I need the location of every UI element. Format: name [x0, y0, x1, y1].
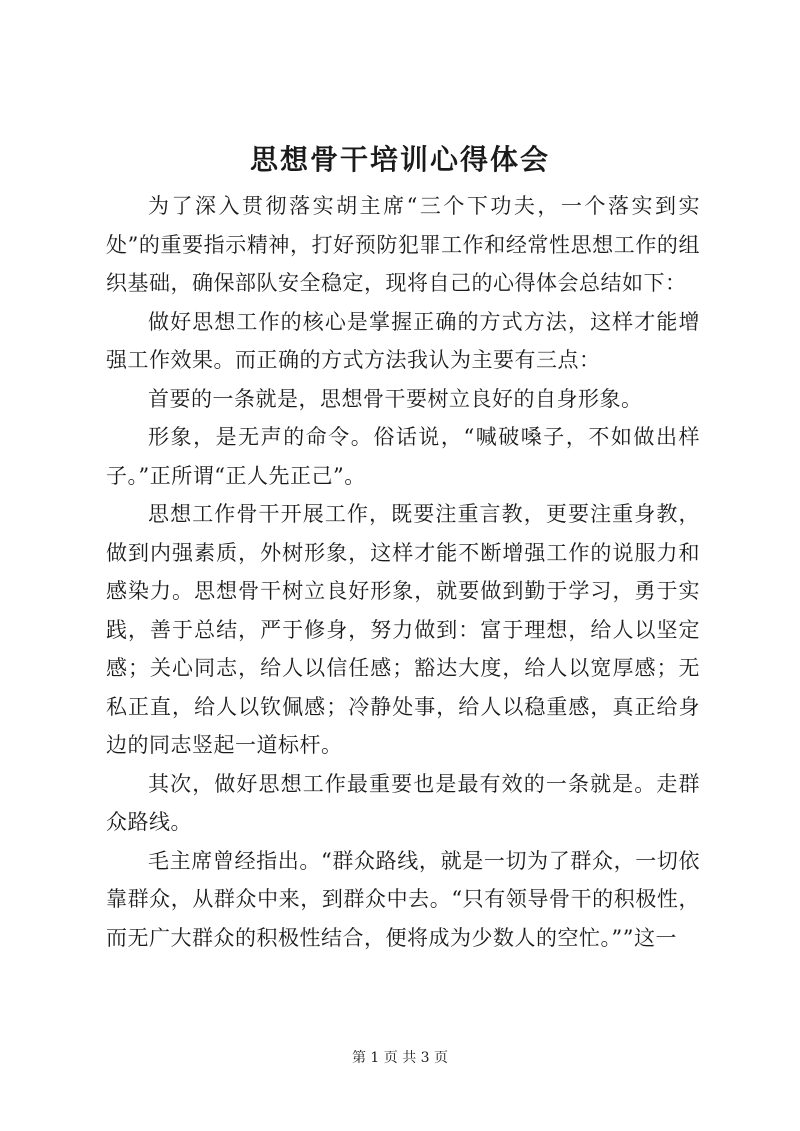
- page-footer: [0, 1048, 800, 1068]
- paragraph-3: 首要的一条就是，思想骨干要树立良好的自身形象。: [148, 386, 643, 411]
- paragraph-7: 毛主席曾经指出。“群众路线，就是一切为了群众，一切依靠群众，从群众中来，到群众中去。“只有领导骨干的积极性，而无广大群众的积极性结合，便将成为少数人的空忙。””这一: [106, 848, 700, 950]
- page-indicator: 第 1 页 共 3 页: [351, 1050, 449, 1066]
- document-title: 思想骨干培训心得体会: [249, 143, 550, 176]
- paragraph-5: 思想工作骨干开展工作，既要注重言教，更要注重身教，做到内强素质，外树形象，这样才能不断增强工作的说服力和感染力。思想骨干树立良好形象，就要做到勤于学习，勇于实践，善于总结，严于修身，努力做到：富于理想，给人以坚定感；关心同志，给人以信任感；豁达大度，给人以宽厚感；无私正直，给人以钦佩感；冷静处事，给人以稳重感，真正给身边的同志竖起一道标杆。: [106, 502, 700, 757]
- paragraph-6: 其次，做好思想工作最重要也是最有效的一条就是。走群众路线。: [106, 771, 700, 834]
- paragraph-1: 为了深入贯彻落实胡主席“三个下功夫，一个落实到实处”的重要指示精神，打好预防犯罪工作和经常性思想工作的组织基础，确保部队安全稳定，现将自己的心得体会总结如下：: [106, 194, 700, 295]
- paragraph-2: 做好思想工作的核心是掌握正确的方式方法，这样才能增强工作效果。而正确的方式方法我认为主要有三点：: [106, 309, 700, 372]
- paragraph-4: 形象，是无声的命令。俗话说，“喊破嗓子，不如做出样子。”正所谓“正人先正己”。: [106, 425, 700, 488]
- document-body: [106, 187, 700, 957]
